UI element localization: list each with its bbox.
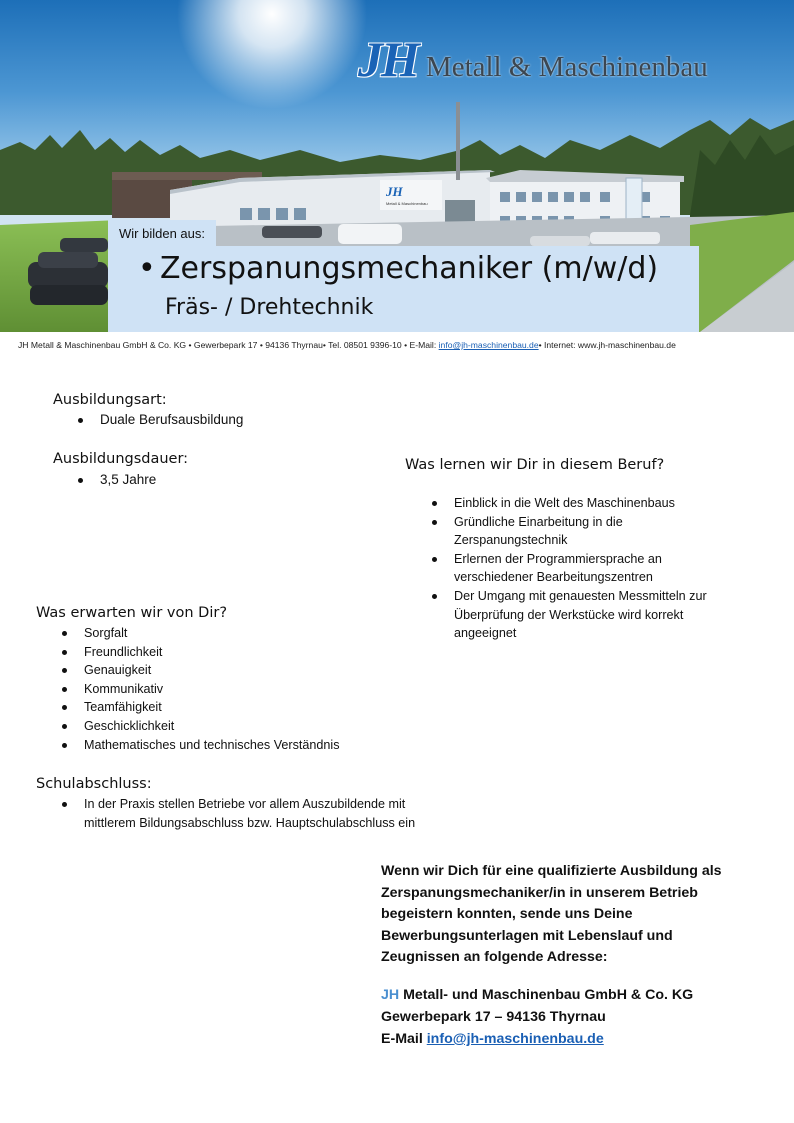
list-item: Mathematisches und technisches Verständnis [62,736,402,755]
list-item: In der Praxis stellen Betriebe vor allem Auszubildende mit mittlerem Bildungsabschluss bzw. Hauptschulabschluss ein [62,795,434,832]
logo-mark: JH [358,31,418,87]
flag [626,178,642,220]
list-item: Der Umgang mit genauesten Messmitteln zur Überprüfung der Werkstücke wird korrekt angeeignet [432,587,732,643]
list-item: Sorgfalt [62,624,402,643]
address-company [381,987,781,1003]
address-street: Gewerbepark 17 – 94136 Thyrnau [381,1009,606,1025]
closing-text: Wenn wir Dich für eine qualifizierte Ausbildung als Zerspanungsmechaniker/in in unserem Betrieb begeistern konnten, sende uns Deine Bewerbungsunterlagen mit Lebenslauf und Zeugnissen an folgende Adresse: [381,863,722,966]
list-item: Teamfähigkeit [62,698,402,717]
job-subtitle: Fräs- / Drehtechnik [165,295,374,320]
bullet-icon: • [138,251,156,286]
heading-erwarten: Was erwarten wir von Dir? [36,605,228,621]
contact-line-suffix: • Internet: www.jh-maschinenbau.de [538,340,676,350]
job-title-text: Zerspanungsmechaniker (m/w/d) [160,251,659,286]
list-item: Freundlichkeit [62,643,402,662]
logo-text: Metall & Maschinenbau [425,51,708,83]
banner-tag: Wir bilden aus: [108,220,216,246]
address-company-mark: JH [381,987,400,1003]
heading-lernen: Was lernen wir Dir in diesem Beruf? [405,457,665,473]
list-schulabschluss [62,795,434,832]
contact-email-link[interactable]: info@jh-maschinenbau.de [438,340,539,350]
contact-line-prefix: JH Metall & Maschinenbau GmbH & Co. KG • Gewerbepark 17 • 94136 Thyrnau• Tel. 08501 9396-10 • E-Mail: [18,340,439,350]
sun [177,0,367,109]
address-company-name: Metall- und Maschinenbau GmbH & Co. KG [399,987,694,1003]
list-item: Duale Berufsausbildung [78,411,378,430]
building-sign-text: Metall & Maschinenbau [386,201,428,206]
list-item: Erlernen der Programmiersprache an verschiedener Bearbeitungszentren [432,550,732,587]
list-ausbildungsart [78,411,378,430]
list-ausbildungsdauer [78,471,378,490]
list-erwarten [62,624,402,754]
chimney [456,102,460,180]
company-logo [358,30,708,88]
building-sign-mark: JH [386,184,403,199]
heading-ausbildungsart: Ausbildungsart: [53,392,167,408]
address-email-label: E-Mail [381,1031,427,1047]
list-item: Gründliche Einarbeitung in die Zerspanungstechnik [432,513,732,550]
list-item: Kommunikativ [62,680,402,699]
list-lernen [432,494,732,643]
list-item: Geschicklichkeit [62,717,402,736]
address-email [381,1031,781,1047]
list-item: 3,5 Jahre [78,471,378,490]
heading-schulabschluss: Schulabschluss: [36,776,152,792]
job-title [138,251,658,286]
contact-line [18,340,676,350]
address-email-link[interactable]: info@jh-maschinenbau.de [426,1031,604,1047]
heading-ausbildungsdauer: Ausbildungsdauer: [53,451,189,467]
list-item: Genauigkeit [62,661,402,680]
list-item: Einblick in die Welt des Maschinenbaus [432,494,732,513]
